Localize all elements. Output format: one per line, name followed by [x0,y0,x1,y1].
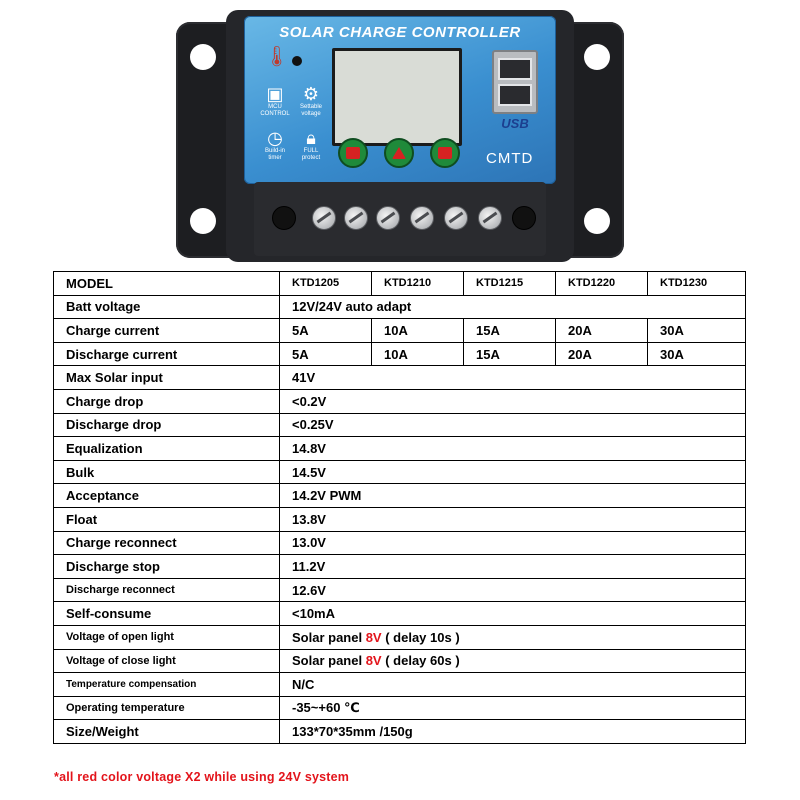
row-label: Acceptance [54,484,280,508]
screw-hole [272,206,296,230]
table-row-charge-drop [54,389,746,413]
menu-button[interactable] [338,138,368,168]
usb-port[interactable] [498,84,532,106]
feature-settable-voltage [294,84,328,118]
row-value: <0.25V [280,413,746,437]
terminal-screw[interactable] [478,206,502,230]
row-value [280,625,746,649]
row-label: Discharge stop [54,555,280,579]
gear-icon: ⚙ [302,84,320,104]
row-label: Charge drop [54,389,280,413]
row-value: 14.2V PWM [280,484,746,508]
row-label: Discharge current [54,342,280,366]
table-row-close-light [54,649,746,673]
row-label: Max Solar input [54,366,280,390]
table-row-acceptance [54,484,746,508]
value-suffix: ( delay 60s ) [381,653,460,669]
terminal-block [254,182,546,256]
brand-label: CMTD [486,150,534,167]
value-prefix: Solar panel [292,653,366,669]
mounting-hole [190,208,216,234]
lock-icon: 🔒︎ [306,128,316,148]
model-cell: KTD1210 [372,272,464,296]
row-value: 12.6V [280,578,746,602]
row-label: Float [54,507,280,531]
table-row-self-consume [54,602,746,626]
row-value: <0.2V [280,389,746,413]
row-value: 12V/24V auto adapt [280,295,746,319]
table-row-bulk [54,460,746,484]
feature-caption: MCU CONTROL [260,104,290,117]
model-cell: KTD1205 [280,272,372,296]
chip-icon: ▣ [266,84,284,104]
row-label: Batt voltage [54,295,280,319]
up-button[interactable] [384,138,414,168]
row-value: 41V [280,366,746,390]
table-row-discharge-current [54,342,746,366]
value-suffix: ( delay 10s ) [381,629,460,645]
row-label: Charge reconnect [54,531,280,555]
row-value: 20A [556,342,648,366]
row-value: 15A [464,342,556,366]
terminal-screw[interactable] [444,206,468,230]
table-row-size-weight [54,720,746,744]
row-value: 5A [280,319,372,343]
usb-label: USB [501,116,529,131]
model-cell: KTD1230 [648,272,746,296]
terminal-screw[interactable] [344,206,368,230]
feature-full-protect [294,128,328,162]
down-button[interactable] [430,138,460,168]
row-value: 30A [648,319,746,343]
table-row-discharge-reconnect [54,578,746,602]
row-value: 14.5V [280,460,746,484]
table-row-temp-compensation [54,673,746,697]
row-label: Voltage of close light [54,649,280,673]
table-row-equalization [54,437,746,461]
row-label: Discharge reconnect [54,578,280,602]
table-row-operating-temp [54,696,746,720]
lcd-display [332,48,462,146]
row-value: -35~+60 ℃ [280,696,746,720]
row-value: 10A [372,319,464,343]
row-value: 14.8V [280,437,746,461]
mounting-hole [584,208,610,234]
row-value: 20A [556,319,648,343]
row-value: 5A [280,342,372,366]
table-row-float [54,507,746,531]
row-label: Size/Weight [54,720,280,744]
row-value: 15A [464,319,556,343]
table-row-discharge-stop [54,555,746,579]
mounting-hole [584,44,610,70]
front-panel [244,16,556,184]
value-prefix: Solar panel [292,629,366,645]
usb-port[interactable] [498,58,532,80]
feature-timer [258,128,292,162]
usb-ports[interactable] [492,50,538,114]
row-value: 13.8V [280,507,746,531]
row-label: Self-consume [54,602,280,626]
feature-caption: Settable voltage [299,104,323,117]
row-label: MODEL [54,272,280,296]
table-row-open-light [54,625,746,649]
charge-controller-image [160,6,640,264]
row-value: 133*70*35mm /150g [280,720,746,744]
row-value: 11.2V [280,555,746,579]
value-voltage: 8V [365,629,382,645]
row-label: Discharge drop [54,413,280,437]
temperature-sensor [292,56,302,66]
row-value: <10mA [280,602,746,626]
table-row-discharge-drop [54,413,746,437]
row-value [280,649,746,673]
mounting-hole [190,44,216,70]
model-cell: KTD1215 [464,272,556,296]
spec-table [53,271,746,744]
row-label: Temperature compensation [54,673,280,697]
row-value: 13.0V [280,531,746,555]
footnote: *all red color voltage X2 while using 24V system [54,770,350,784]
table-row-max-solar-input [54,366,746,390]
feature-mcu [258,84,292,118]
model-cell: KTD1220 [556,272,648,296]
terminal-screw[interactable] [376,206,400,230]
feature-caption: Build-in timer [264,148,285,161]
screw-hole [512,206,536,230]
terminal-screw[interactable] [312,206,336,230]
row-label: Bulk [54,460,280,484]
row-value: 30A [648,342,746,366]
panel-title: SOLAR CHARGE CONTROLLER [279,24,521,41]
table-row-batt-voltage [54,295,746,319]
clock-icon: ◷ [267,128,283,148]
table-row-charge-reconnect [54,531,746,555]
row-label: Operating temperature [54,696,280,720]
table-row-model [54,272,746,296]
feature-caption: FULL protect [301,148,321,161]
value-voltage: 8V [365,653,382,669]
table-row-charge-current [54,319,746,343]
thermometer-icon: 🌡 [264,46,290,68]
row-label: Charge current [54,319,280,343]
terminal-screw[interactable] [410,206,434,230]
row-value: N/C [280,673,746,697]
row-label: Voltage of open light [54,625,280,649]
row-value: 10A [372,342,464,366]
row-label: Equalization [54,437,280,461]
